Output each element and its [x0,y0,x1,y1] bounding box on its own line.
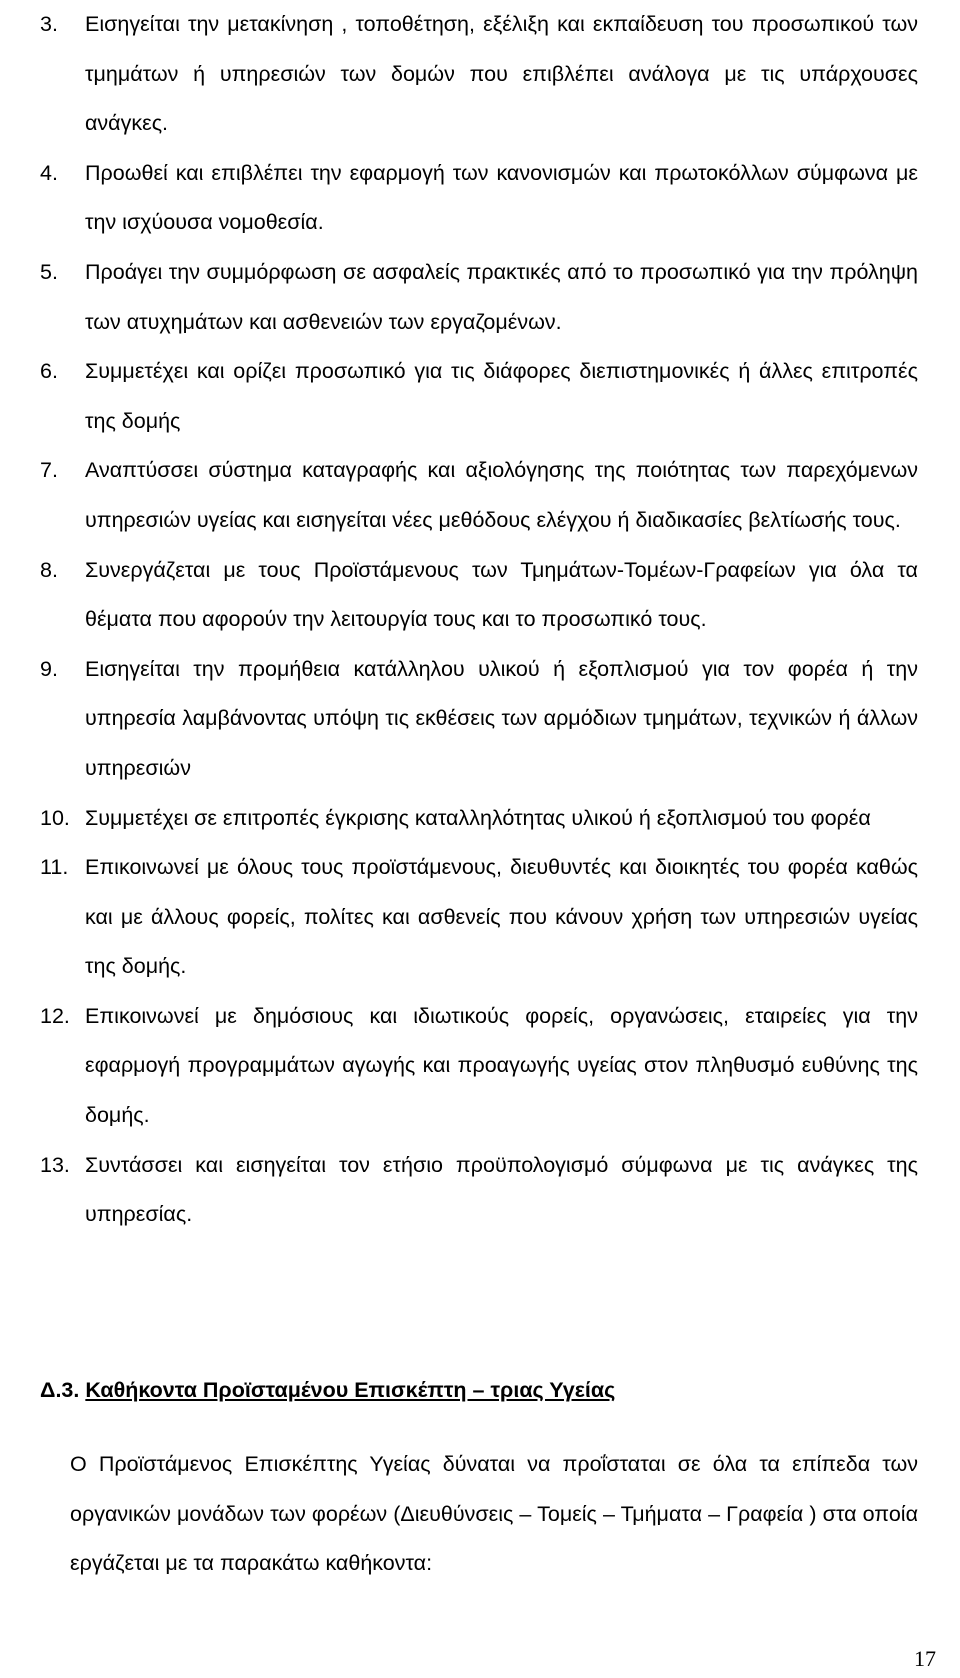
list-item [40,248,918,347]
page-number: 17 [914,1646,936,1671]
list-item-number: 13. [40,1152,70,1177]
list-item-number: 4. [40,160,58,185]
list-item [40,843,918,992]
list-item-text: Εισηγείται την μετακίνηση , τοποθέτηση, εξέλιξη και εκπαίδευση του προσωπικού των τμημάτων ή υπηρεσιών των δομών που επιβλέπει ανάλογα με τις υπάρχουσες ανάγκες. [85,12,918,136]
section-heading [40,1375,615,1405]
list-item-text: Συμμετέχει σε επιτροπές έγκρισης καταλληλότητας υλικού ή εξοπλισμού του φορέα [85,805,871,830]
list-item [40,794,918,844]
list-item-number: 6. [40,359,58,384]
list-item-text: Επικοινωνεί με όλους τους προϊστάμενους, διευθυντές και διοικητές του φορέα καθώς και με άλλους φορείς, πολίτες και ασθενείς που κάνουν χρήση των υπηρεσιών υγείας της δομής. [85,855,918,979]
list-item-number: 9. [40,656,58,681]
intro-paragraph: Ο Προϊστάμενος Επισκέπτης Υγείας δύναται να προΐσταται σε όλα τα επίπεδα των οργανικών μονάδων των φορέων (Διευθύνσεις – Τομείς – Τμήματα – Γραφεία ) στα οποία εργάζεται με τα παρακάτω καθήκοντα: [70,1452,918,1576]
section-title: Καθήκοντα Προϊσταμένου Επισκέπτη – τριας Υγείας [85,1378,616,1402]
list-item [40,446,918,545]
list-item-text: Συμμετέχει και ορίζει προσωπικό για τις διάφορες διεπιστημονικές ή άλλες επιτροπές της δομής [85,359,918,433]
list-item-number: 7. [40,458,58,483]
section-number: Δ.3. [40,1378,80,1402]
list-item [40,0,918,149]
list-item-number: 8. [40,557,58,582]
list-item [40,1141,918,1240]
list-item-number: 5. [40,259,58,284]
list-item [40,546,918,645]
list-item-text: Αναπτύσσει σύστημα καταγραφής και αξιολόγησης της ποιότητας των παρεχόμενων υπηρεσιών υγείας και εισηγείται νέες μεθόδους ελέγχου ή διαδικασίες βελτίωσής τους. [85,458,918,532]
list-item-number: 12. [40,1003,70,1028]
list-item-text: Προάγει την συμμόρφωση σε ασφαλείς πρακτικές από το προσωπικό για την πρόληψη των ατυχημάτων και ασθενειών των εργαζομένων. [85,259,918,334]
list-item-number: 10. [40,805,70,830]
list-item-text: Προωθεί και επιβλέπει την εφαρμογή των κανονισμών και πρωτοκόλλων σύμφωνα με την ισχύουσα νομοθεσία. [85,160,918,235]
list-item [40,347,918,446]
list-item [40,992,918,1141]
duties-list [40,0,918,1240]
list-item-text: Συντάσσει και εισηγείται τον ετήσιο προϋπολογισμό σύμφωνα με τις ανάγκες της υπηρεσίας. [85,1152,918,1227]
list-item-text: Επικοινωνεί με δημόσιους και ιδιωτικούς φορείς, οργανώσεις, εταιρείες για την εφαρμογή προγραμμάτων αγωγής και προαγωγής υγείας στον πληθυσμό ευθύνης της δομής. [85,1003,918,1128]
list-item-text: Εισηγείται την προμήθεια κατάλληλου υλικού ή εξοπλισμού για τον φορέα ή την υπηρεσία λαμβάνοντας υπόψη τις εκθέσεις των αρμόδιων τμημάτων, τεχνικών ή άλλων υπηρεσιών [85,656,918,780]
list-item [40,645,918,794]
list-item [40,149,918,248]
list-item-text: Συνεργάζεται με τους Προϊστάμενους των Τμημάτων-Τομέων-Γραφείων για όλα τα θέματα που αφορούν την λειτουργία τους και το προσωπικό τους. [85,557,918,632]
list-item-number: 3. [40,12,58,36]
list-item-number: 11. [40,855,69,880]
